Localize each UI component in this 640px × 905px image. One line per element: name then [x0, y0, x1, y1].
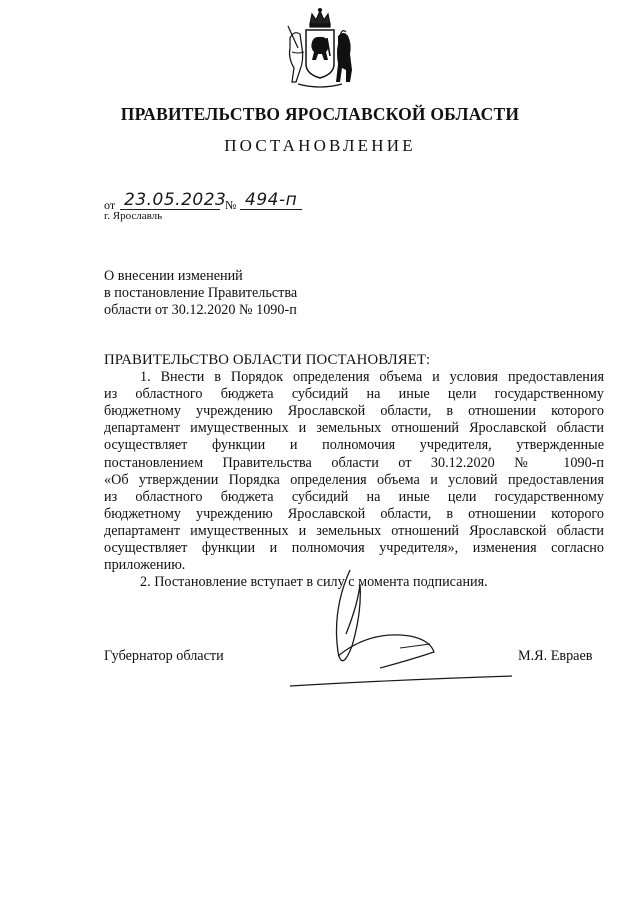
- coat-of-arms-emblem: [284, 8, 356, 90]
- document-type-title: ПОСТАНОВЛЕНИЕ: [224, 136, 416, 155]
- document-subject: [104, 268, 297, 319]
- paragraph-line: из областного бюджета субсидий на иные цели государственному: [104, 386, 604, 403]
- date-prefix: от: [104, 198, 116, 212]
- city-label: г. Ярославль: [104, 210, 163, 222]
- paragraph-line: 1. Внести в Порядок определения объема и условия предоставления: [140, 369, 604, 386]
- paragraph-line: осуществляет функции и полномочия учредителя», изменения согласно: [104, 540, 604, 557]
- subject-line: О внесении изменений: [104, 268, 243, 284]
- paragraph-line: из областного бюджета субсидий на иные цели государственному: [104, 488, 604, 505]
- handwritten-signature: [280, 560, 520, 700]
- paragraph-line: приложению.: [104, 557, 186, 574]
- paragraph-line: постановлением Правительства области от 30.12.2020 № 1090-п: [104, 454, 604, 471]
- paragraph-line: «Об утверждении Порядка определения объема и условий предоставления: [104, 471, 604, 488]
- paragraph-line: осуществляет функции и полномочия учредителя, утвержденные: [104, 437, 604, 454]
- date-value: 23.05.2023: [124, 190, 227, 210]
- paragraph-2: 2. Постановление вступает в силу с момента подписания.: [140, 574, 488, 591]
- paragraph-line: департамент имущественных и земельных отношений Ярославской области: [104, 522, 604, 539]
- signer-name: М.Я. Евраев: [518, 648, 593, 664]
- resolution-heading: ПРАВИТЕЛЬСТВО ОБЛАСТИ ПОСТАНОВЛЯЕТ:: [104, 352, 431, 368]
- document-body: [104, 352, 604, 591]
- signer-title: Губернатор области: [104, 648, 224, 664]
- paragraph-line: бюджетному учреждению Ярославской области, в отношении которого: [104, 403, 604, 420]
- paragraph-line: департамент имущественных и земельных отношений Ярославской области: [104, 420, 604, 437]
- subject-line: области от 30.12.2020 № 1090-п: [104, 302, 297, 318]
- paragraph-line: бюджетному учреждению Ярославской области, в отношении которого: [104, 505, 604, 522]
- number-prefix: №: [225, 198, 237, 212]
- paragraph-1: [104, 369, 604, 574]
- number-value: 494-п: [245, 190, 298, 210]
- subject-line: в постановление Правительства: [104, 285, 298, 301]
- organization-title: ПРАВИТЕЛЬСТВО ЯРОСЛАВСКОЙ ОБЛАСТИ: [120, 104, 520, 124]
